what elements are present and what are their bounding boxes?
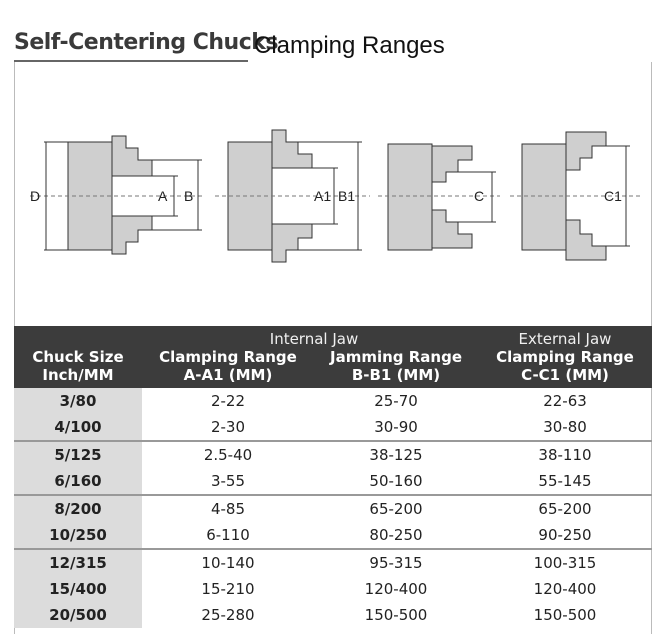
cell-jamming-b-b1: 120-400: [364, 580, 428, 598]
diagram-external-jaw-c: [388, 144, 472, 250]
cell-clamping-c-c1: 22-63: [543, 392, 587, 410]
label-a: A: [158, 188, 168, 204]
label-b: B: [184, 188, 194, 204]
cell-jamming-b-b1: 95-315: [369, 554, 423, 572]
cell-clamping-c-c1: 100-315: [533, 554, 597, 572]
header-external-jaw: External Jaw: [518, 330, 612, 348]
cell-clamping-c-c1: 38-110: [538, 446, 592, 464]
cell-chuck-size: 4/100: [14, 414, 142, 440]
table-row: [14, 550, 652, 576]
cell-chuck-size: 20/500: [14, 602, 142, 628]
cell-clamping-a-a1: 10-140: [201, 554, 255, 572]
cell-clamping-c-c1: 90-250: [538, 526, 592, 544]
label-c1: C1: [604, 188, 622, 204]
label-d: D: [30, 188, 41, 204]
cell-clamping-c-c1: 65-200: [538, 500, 592, 518]
header-internal-jaw: Internal Jaw: [269, 330, 359, 348]
table-row: [14, 576, 652, 602]
cell-chuck-size: 15/400: [14, 576, 142, 602]
title-light-text: Clamping Ranges: [254, 32, 445, 59]
table-row-group: [14, 550, 652, 628]
cell-jamming-b-b1: 25-70: [374, 392, 418, 410]
header-clamping-range-internal: Clamping Range A-A1 (MM): [159, 348, 297, 384]
cell-clamping-c-c1: 120-400: [533, 580, 597, 598]
cell-jamming-b-b1: 65-200: [369, 500, 423, 518]
label-b1: B1: [338, 188, 356, 204]
cell-clamping-a-a1: 4-85: [210, 500, 246, 518]
cell-clamping-a-a1: 2-22: [210, 392, 246, 410]
cell-clamping-a-a1: 15-210: [201, 580, 255, 598]
cell-jamming-b-b1: 80-250: [369, 526, 423, 544]
cell-chuck-size: 8/200: [14, 496, 142, 522]
table-header: [14, 326, 652, 388]
header-clamping-range-external: Clamping Range C-C1 (MM): [496, 348, 634, 384]
cell-jamming-b-b1: 50-160: [369, 472, 423, 490]
label-a1: A1: [314, 188, 332, 204]
cell-jamming-b-b1: 38-125: [369, 446, 423, 464]
cell-clamping-c-c1: 55-145: [538, 472, 592, 490]
table-row: [14, 468, 652, 494]
cell-chuck-size: 10/250: [14, 522, 142, 548]
cell-clamping-a-a1: 2.5-40: [203, 446, 253, 464]
cell-clamping-c-c1: 150-500: [533, 606, 597, 624]
header-jamming-range: Jamming Range B-B1 (MM): [329, 348, 462, 384]
table-row: [14, 442, 652, 468]
cell-jamming-b-b1: 150-500: [364, 606, 428, 624]
header-chuck-size: Chuck Size Inch/MM: [32, 348, 124, 384]
label-c: C: [474, 188, 485, 204]
table-row-group: [14, 388, 652, 442]
table-body: [14, 388, 652, 628]
table-row-group: [14, 496, 652, 550]
table-row: [14, 496, 652, 522]
title-bold-text: Self-Centering Chucks: [14, 30, 278, 55]
cell-chuck-size: 12/315: [14, 550, 142, 576]
cell-chuck-size: 3/80: [14, 388, 142, 414]
cell-jamming-b-b1: 30-90: [374, 418, 418, 436]
cell-chuck-size: 6/160: [14, 468, 142, 494]
diagram-internal-jaw-a: [68, 136, 152, 254]
cell-clamping-a-a1: 25-280: [201, 606, 255, 624]
table-row: [14, 602, 652, 628]
cell-clamping-c-c1: 30-80: [543, 418, 587, 436]
cell-clamping-a-a1: 3-55: [210, 472, 246, 490]
table-row: [14, 388, 652, 414]
cell-chuck-size: 5/125: [14, 442, 142, 468]
table-row-group: [14, 442, 652, 496]
table-row: [14, 522, 652, 548]
clamping-range-table: [14, 326, 652, 628]
cell-clamping-a-a1: 6-110: [206, 526, 250, 544]
table-row: [14, 414, 652, 440]
cell-clamping-a-a1: 2-30: [210, 418, 246, 436]
